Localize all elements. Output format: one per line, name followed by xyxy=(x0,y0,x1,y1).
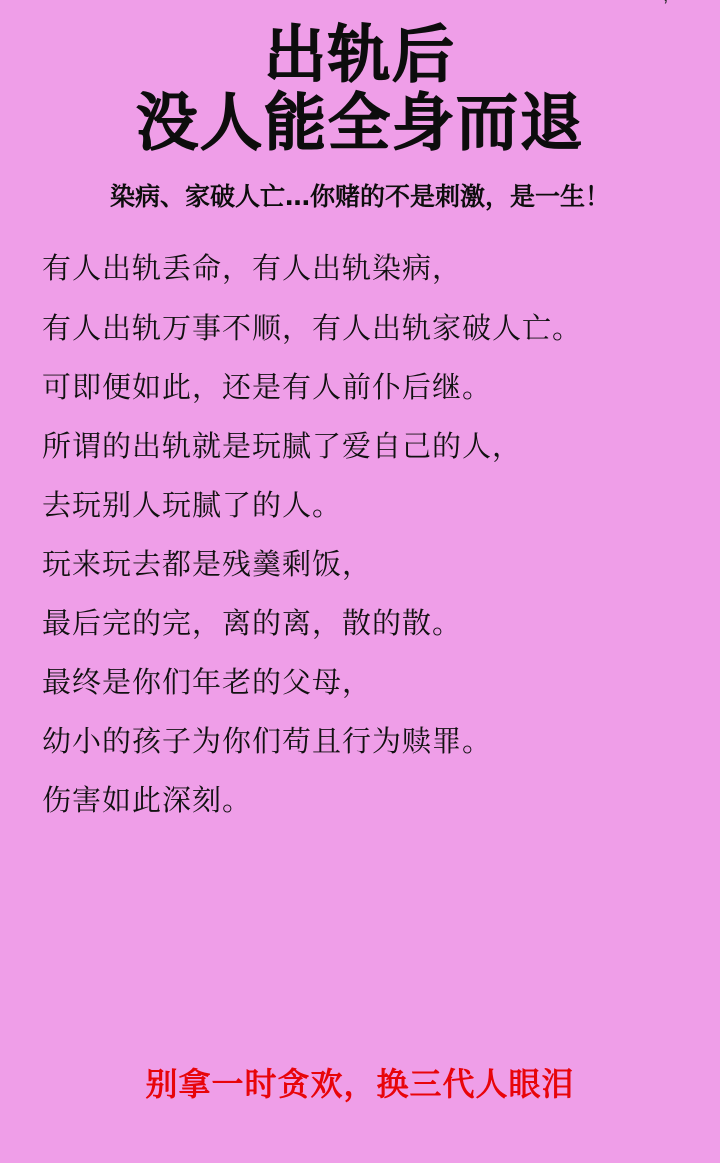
quote-mark-glyph: ’ xyxy=(663,0,668,18)
subheadline: 染病、家破人亡…你赌的不是刺激，是一生！ xyxy=(109,182,610,212)
top-mark xyxy=(0,0,720,22)
body-text xyxy=(0,251,720,1059)
body-paragraph: 去玩别人玩腻了的人。 xyxy=(42,489,343,522)
body-paragraph: 可即便如此，还是有人前仆后继。 xyxy=(42,371,493,404)
body-paragraph: 幼小的孩子为你们苟且行为赎罪。 xyxy=(42,726,493,759)
body-paragraph: 有人出轨丢命，有人出轨染病， xyxy=(42,253,463,286)
body-paragraph: 玩来玩去都是残羹剩饭， xyxy=(42,548,373,581)
body-paragraph: 最终是你们年老的父母， xyxy=(42,667,373,700)
footer-slogan: 别拿一时贪欢，换三代人眼泪 xyxy=(145,1065,575,1103)
body-paragraph: 所谓的出轨就是玩腻了爱自己的人， xyxy=(42,430,523,463)
page-title xyxy=(0,18,720,159)
headline-line-2: 没人能全身而退 xyxy=(135,85,584,159)
headline-line-1: 出轨后 xyxy=(263,18,456,91)
body-paragraph: 有人出轨万事不顺，有人出轨家破人亡。 xyxy=(42,312,583,345)
body-paragraph: 伤害如此深刻。 xyxy=(42,785,253,818)
body-paragraph: 最后完的完，离的离，散的散。 xyxy=(42,608,463,641)
